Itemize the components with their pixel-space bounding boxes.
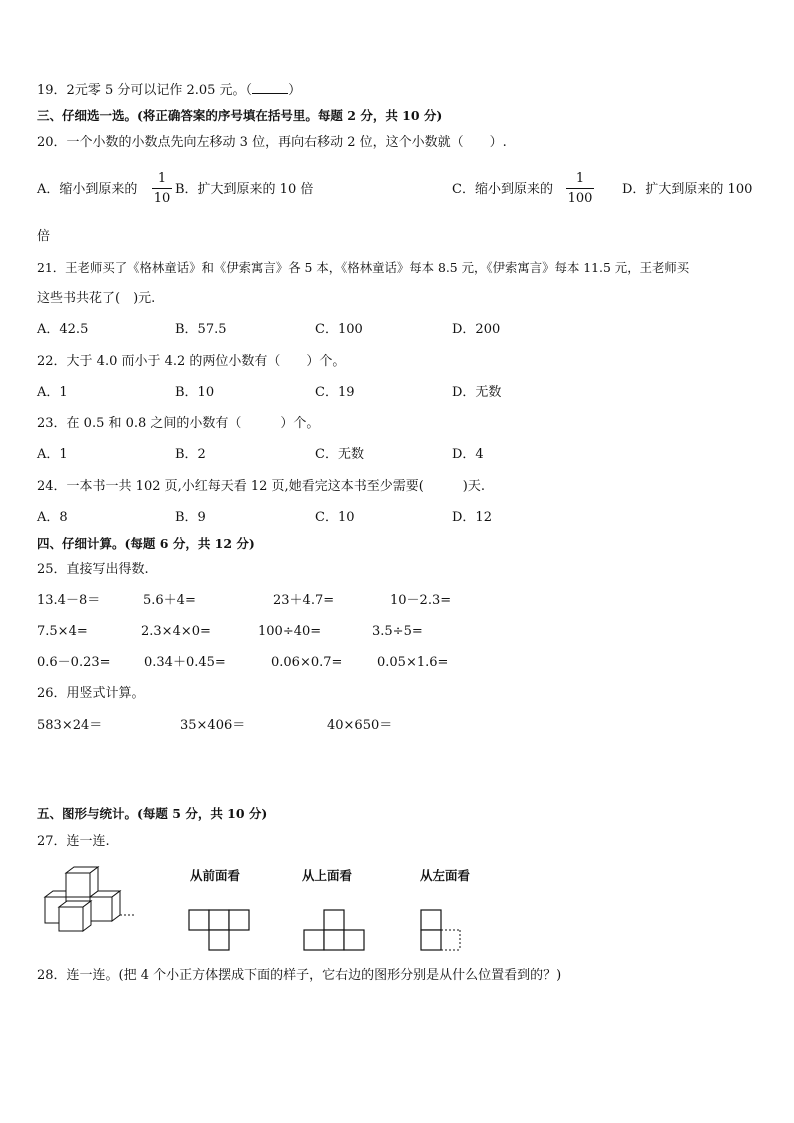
q21-option-c[interactable]: C．100 <box>315 322 363 337</box>
fraction-numerator: 1 <box>575 171 585 186</box>
section3-heading: 三、仔细选一选。(将正确答案的序号填在括号里。每题 2 分，共 10 分) <box>37 108 443 123</box>
q25-item: 13.4－8＝ <box>37 593 101 608</box>
q22-option-d[interactable]: D．无数 <box>452 385 502 400</box>
fraction-denominator: 10 <box>153 191 171 206</box>
q26-item: 40×650＝ <box>327 718 393 733</box>
front-view-shape[interactable] <box>188 908 252 954</box>
q26-stem: 26．用竖式计算。 <box>37 686 145 701</box>
q20-option-a[interactable]: A．缩小到原来的 <box>37 182 138 197</box>
q20-option-b[interactable]: B．扩大到原来的 10 倍 <box>175 182 314 197</box>
left-view-shape[interactable] <box>418 908 468 954</box>
q25-item: 0.34＋0.45= <box>144 655 226 670</box>
q28-stem: 28．连一连。(把 4 个小正方体摆成下面的样子，它右边的图形分别是从什么位置看到的？) <box>37 968 562 983</box>
q23-option-d[interactable]: D．4 <box>452 447 484 462</box>
fraction-bar <box>566 188 594 189</box>
q20-fraction-a <box>152 171 172 206</box>
section4-heading: 四、仔细计算。(每题 6 分，共 12 分) <box>37 536 255 551</box>
q21-option-d[interactable]: D．200 <box>452 322 501 337</box>
q20-option-d[interactable]: D．扩大到原来的 100 <box>622 182 753 197</box>
q20-option-d-continued: 倍 <box>37 229 51 244</box>
q24-option-b[interactable]: B．9 <box>175 510 206 525</box>
q23-option-a[interactable]: A．1 <box>37 447 68 462</box>
q23-option-c[interactable]: C．无数 <box>315 447 364 462</box>
q19-answer-blank[interactable] <box>252 82 288 94</box>
q21-stem-line2: 这些书共花了( )元. <box>37 291 156 306</box>
q23-option-b[interactable]: B．2 <box>175 447 206 462</box>
q22-option-a[interactable]: A．1 <box>37 385 68 400</box>
q25-item: 0.6－0.23= <box>37 655 111 670</box>
q26-item: 583×24＝ <box>37 718 103 733</box>
fraction-numerator: 1 <box>157 171 167 186</box>
q25-item: 2.3×4×0= <box>141 624 211 639</box>
q22-option-c[interactable]: C．19 <box>315 385 355 400</box>
q21-option-b[interactable]: B．57.5 <box>175 322 227 337</box>
q19-text: 19．2元零 5 分可以记作 2.05 元。（ <box>37 83 253 98</box>
q25-item: 0.06×0.7= <box>271 655 343 670</box>
q25-item: 23＋4.7= <box>273 593 335 608</box>
q20-option-c[interactable]: C．缩小到原来的 <box>452 182 553 197</box>
q20-fraction-c <box>566 171 594 206</box>
q24-option-c[interactable]: C．10 <box>315 510 355 525</box>
q22-stem: 22．大于 4.0 而小于 4.2 的两位小数有（ ）个。 <box>37 354 346 369</box>
q24-option-a[interactable]: A．8 <box>37 510 68 525</box>
q26-item: 35×406＝ <box>180 718 246 733</box>
cube-arrangement-figure <box>40 865 140 935</box>
q19-line <box>37 82 301 99</box>
top-view-shape[interactable] <box>302 908 368 954</box>
view-label-left: 从左面看 <box>420 868 471 883</box>
fraction-denominator: 100 <box>567 191 593 206</box>
q25-item: 5.6＋4= <box>143 593 196 608</box>
q24-option-d[interactable]: D．12 <box>452 510 492 525</box>
q25-item: 3.5÷5= <box>372 624 423 639</box>
q20-stem: 20．一个小数的小数点先向左移动 3 位，再向右移动 2 位，这个小数就（ ）. <box>37 135 507 150</box>
q22-option-b[interactable]: B．10 <box>175 385 215 400</box>
q25-item: 0.05×1.6= <box>377 655 449 670</box>
view-label-top: 从上面看 <box>302 868 353 883</box>
view-label-front: 从前面看 <box>190 868 241 883</box>
q21-option-a[interactable]: A．42.5 <box>37 322 89 337</box>
q25-item: 100÷40= <box>258 624 322 639</box>
q27-stem: 27．连一连. <box>37 834 110 849</box>
fraction-bar <box>152 188 172 189</box>
q25-item: 10－2.3= <box>390 593 452 608</box>
q25-stem: 25．直接写出得数. <box>37 562 149 577</box>
q23-stem: 23．在 0.5 和 0.8 之间的小数有（ ）个。 <box>37 416 320 431</box>
q25-item: 7.5×4= <box>37 624 88 639</box>
q24-stem: 24．一本书一共 102 页,小红每天看 12 页,她看完这本书至少需要( )天. <box>37 479 485 494</box>
q19-close: ） <box>288 83 302 98</box>
q21-stem-line1: 21．王老师买了《格林童话》和《伊索寓言》各 5 本，《格林童话》每本 8.5 元，《伊索寓言》每本 11.5 元，王老师买 <box>37 260 690 275</box>
section5-heading: 五、图形与统计。(每题 5 分，共 10 分) <box>37 806 268 821</box>
